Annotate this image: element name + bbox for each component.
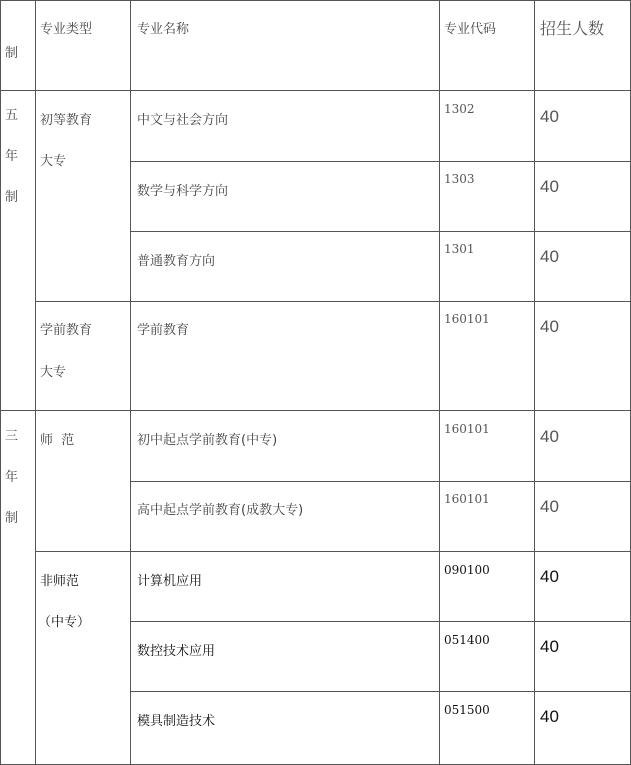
grid-line [130,161,631,162]
type-primary-education-level: 大专 [40,154,67,169]
major-code: 160101 [444,422,490,436]
type-non-normal-level: （中专） [38,615,91,630]
type-preschool-education-level: 大专 [40,365,67,380]
type-non-normal: 非师范 [40,574,80,589]
major-code: 1303 [444,172,475,186]
major-code: 160101 [444,492,490,506]
grid-line [0,410,631,411]
grid-line [534,0,535,765]
five-year-char: 五 [5,108,19,123]
header-major-code: 专业代码 [444,22,497,37]
three-year-char: 制 [5,511,19,526]
major-name: 初中起点学前教育(中专) [137,433,278,448]
grid-line [130,691,631,692]
major-code: 051500 [444,703,490,717]
header-major-type: 专业类型 [40,22,93,37]
enrollment-count: 40 [540,427,559,446]
major-name: 学前教育 [137,323,190,338]
type-preschool-education: 学前教育 [40,323,93,338]
enrollment-count: 40 [540,317,559,336]
grid-line [0,0,1,765]
grid-line [35,301,631,302]
header-enrollment: 招生人数 [540,19,605,38]
grid-line [0,0,631,1]
grid-line [0,90,631,91]
enrollment-count: 40 [540,247,559,266]
major-name: 中文与社会方向 [137,113,229,128]
major-code: 1302 [444,102,475,116]
grid-line [130,621,631,622]
major-code: 1301 [444,242,475,256]
major-name: 普通教育方向 [137,254,216,269]
type-primary-education: 初等教育 [40,113,93,128]
five-year-char: 年 [5,149,19,164]
major-name: 计算机应用 [137,574,203,589]
grid-line [130,231,631,232]
major-name: 高中起点学前教育(成教大专) [137,503,304,518]
header-system: 制 [5,46,19,61]
five-year-char: 制 [5,190,19,205]
major-code: 051400 [444,633,490,647]
enrollment-count: 40 [540,637,559,656]
major-code: 160101 [444,312,490,326]
major-name: 模具制造技术 [137,714,216,729]
grid-line [130,0,131,765]
major-name: 数学与科学方向 [137,184,229,199]
major-code: 090100 [444,563,490,577]
header-major-name: 专业名称 [137,22,190,37]
grid-line [35,0,36,765]
enrollment-count: 40 [540,107,559,126]
grid-line [130,481,631,482]
type-normal: 师 范 [40,433,75,448]
enrollment-count: 40 [540,707,559,726]
enrollment-count: 40 [540,497,559,516]
three-year-char: 年 [5,470,19,485]
grid-line [35,551,631,552]
three-year-char: 三 [5,429,19,444]
major-name: 数控技术应用 [137,644,216,659]
grid-line [439,0,440,765]
enrollment-count: 40 [540,177,559,196]
enrollment-count: 40 [540,567,559,586]
